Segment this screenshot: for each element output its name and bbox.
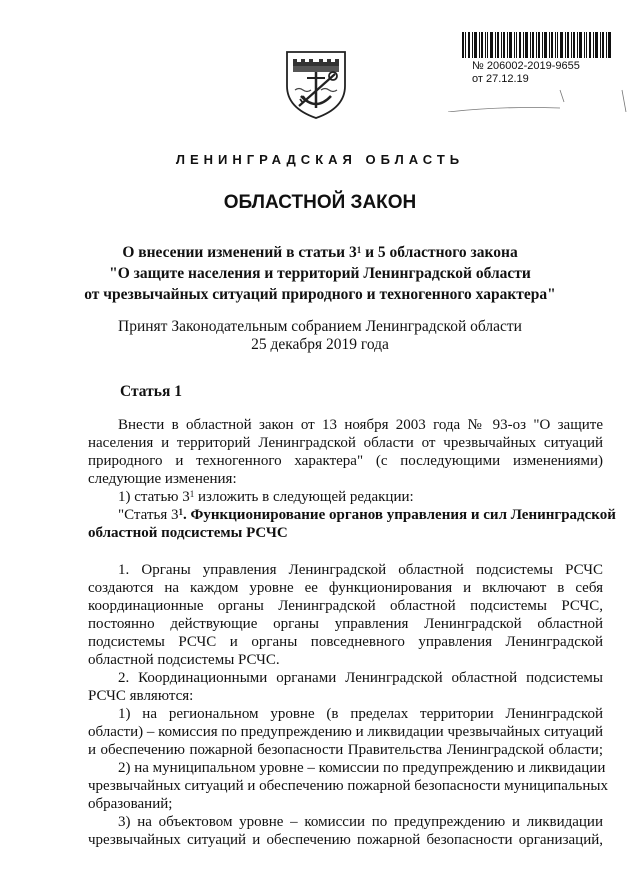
law-type: ОБЛАСТНОЙ ЗАКОН — [223, 192, 417, 213]
sub2-line: образований; — [88, 796, 173, 812]
para2-line: 2. Координационными органами Ленинградской областной подсистемы — [118, 670, 603, 686]
para1-line: постоянно действующие органы управления Ленинградской областной — [88, 616, 603, 632]
item-1: 1) статью $3^1$ изложить в следующей редакции: — [118, 489, 414, 505]
intro-line: населения и территорий Ленинградской области от чрезвычайных ситуаций — [88, 435, 603, 451]
sub2-line: 2) на муниципальном уровне – комиссии по предупреждению и ликвидации — [118, 760, 606, 776]
stamp-frame-lines — [440, 30, 630, 112]
intro-line: Внести в областной закон от 13 ноября 2003 года № 93-оз "О защите — [118, 417, 603, 433]
adopted-line-1: Принят Законодательным собранием Ленинградской области — [118, 318, 522, 335]
sub3-line: 3) на объектовом уровне – комиссии по предупреждению и ликвидации — [118, 814, 603, 830]
sub1-line: 1) на региональном уровне (в пределах территории Ленинградской — [118, 706, 603, 722]
registration-block — [440, 30, 630, 112]
new-article-title: "Статья $3^1$. Функционирование органов управления и сил Ленинградской — [118, 507, 616, 523]
adopted-date: 25 декабря 2019 года — [251, 336, 389, 353]
registration-number: № 206002-2019-9655 — [472, 60, 580, 72]
para1-line: 1. Органы управления Ленинградской областной подсистемы РСЧС — [118, 562, 603, 578]
sub2-line: чрезвычайных ситуаций и обеспечению пожарной безопасности муниципальных — [88, 778, 608, 794]
law-title-line-3: от чрезвычайных ситуаций природного и техногенного характера" — [84, 286, 556, 303]
article-heading: Статья 1 — [120, 383, 182, 400]
sub1-line: и обеспечению пожарной безопасности Правительства Ленинградской области; — [88, 742, 603, 758]
para1-line: создаются на каждом уровне ее функционирования и включают в себя — [88, 580, 603, 596]
para1-line: подсистемы РСЧС и органы повседневного управления Ленинградской — [88, 634, 603, 650]
intro-line: следующие изменения: — [88, 471, 237, 487]
sub3-line: чрезвычайных ситуаций и обеспечению пожарной безопасности организаций, — [88, 832, 603, 848]
new-article-title-2: областной подсистемы РСЧС — [88, 525, 288, 541]
registration-date: от 27.12.19 — [472, 73, 529, 85]
para1-line: координационные органы Ленинградской областной подсистемы РСЧС, — [88, 598, 603, 614]
leningrad-oblast-coat-of-arms-icon — [281, 46, 351, 120]
para1-line: областной подсистемы РСЧС. — [88, 652, 280, 668]
para2-line: РСЧС являются: — [88, 688, 194, 704]
law-title-line-1: О внесении изменений в статьи $3^1$ и 5 областного закона — [122, 244, 518, 261]
region-name: ЛЕНИНГРАДСКАЯ ОБЛАСТЬ — [175, 152, 465, 167]
intro-line: природного и техногенного характера" (с последующими изменениями) — [88, 453, 603, 469]
sub1-line: области) – комиссия по предупреждению и ликвидации чрезвычайных ситуаций — [88, 724, 604, 740]
law-title-line-2: "О защите населения и территорий Ленинградской области — [109, 265, 531, 282]
